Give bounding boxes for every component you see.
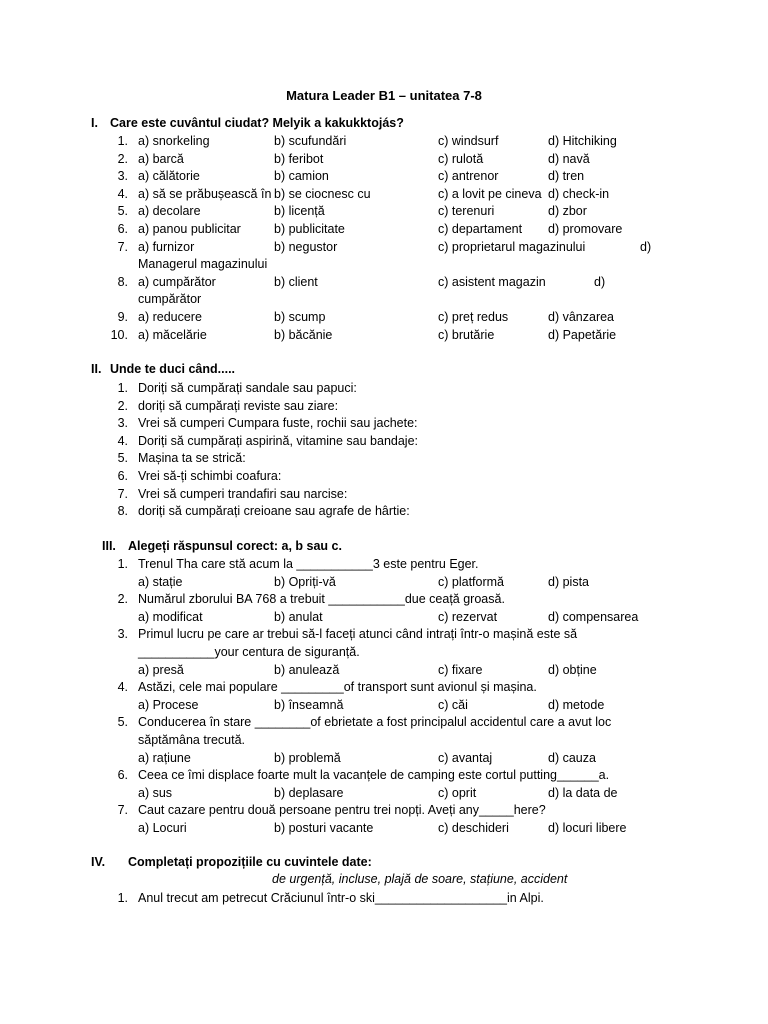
item-number: 7. [117,239,128,254]
item-number: 1. [117,891,128,905]
option-a: a) Procese [138,697,199,712]
option-b: b) scufundări [274,134,347,148]
odd-word-row [0,239,768,257]
item-number: 6. [117,222,128,236]
option-d: d) pista [548,574,589,589]
question-text: Mașina ta se strică: [138,451,246,466]
question-text: Caut cazare pentru două persoane pentru trei nopți. Aveți any_____here? [138,803,546,818]
section-3-heading [102,539,342,553]
option-d: d) obține [548,662,597,677]
option-d: d) promovare [548,222,623,236]
option-b: b) licență [274,204,325,219]
odd-word-row [0,151,768,169]
option-d: d) compensarea [548,609,639,624]
page-title: Matura Leader B1 – unitatea 7-8 [286,88,482,103]
option-c: c) asistent magazin [438,274,546,289]
option-a: a) snorkeling [138,134,210,148]
section-2-heading [91,362,236,376]
option-c: c) departament [438,222,523,236]
option-c: c) terenuri [438,204,495,219]
item-number: 5. [117,451,128,466]
question-text: ___________your centura de siguranță. [138,645,360,659]
option-a: a) furnizor [138,239,195,254]
option-a: a) modificat [138,609,203,624]
question-text: Numărul zborului BA 768 a trebuit ___________due ceață groasă. [138,592,505,607]
option-d: d) vânzarea [548,310,615,324]
item-number: 2. [117,592,128,607]
item-number: 6. [117,469,128,483]
option-a: a) stație [138,574,183,589]
option-a: a) presă [138,662,184,677]
answer-options-row [0,750,768,768]
option-d: d) zbor [548,204,587,219]
option-c: c) antrenor [438,169,499,184]
option-b: b) negustor [274,239,338,254]
answer-options-row [0,697,768,715]
option-d: d) cauza [548,750,596,765]
option-c: c) fixare [438,662,483,677]
option-a: a) să se prăbușească în [138,186,272,201]
option-b: b) publicitate [274,222,345,236]
section-1-number: I. [91,116,98,130]
odd-word-row [0,186,768,204]
option-b: b) feribot [274,151,324,166]
answer-options-row [0,609,768,627]
option-a: a) sus [138,785,173,800]
word-list: de urgență, incluse, plajă de soare, stațiune, accident [272,872,568,886]
section-4-number: IV. [91,855,106,869]
option-c: c) windsurf [438,134,499,148]
section-2-number: II. [91,362,102,376]
option-a: a) panou publicitar [138,222,241,236]
option-c: c) deschideri [438,821,509,835]
item-number: 6. [117,768,128,783]
option-d: d) locuri libere [548,821,627,835]
answer-options-row [0,574,768,592]
option-d: d) Papetărie [548,327,617,342]
question-text: doriți să cumpărați reviste sau ziare: [138,398,339,413]
option-b: b) client [274,274,318,289]
section-4-heading [91,855,372,869]
question-text: Ceea ce îmi displace foarte mult la vacanțele de camping este cortul putting______a. [138,768,610,783]
option-a: a) călătorie [138,169,200,184]
item-number: 1. [117,381,128,395]
option-c: c) oprit [438,785,477,800]
option-c: c) căi [438,697,468,712]
question-text: Doriți să cumpărați aspirină, vitamine sau bandaje: [138,433,418,448]
odd-word-row [0,309,768,327]
option-b: b) se ciocnesc cu [274,186,371,201]
option-c: c) preț redus [438,310,509,324]
option-b: b) problemă [274,750,341,765]
option-d: d) [594,274,606,289]
item-number: 4. [117,433,128,448]
odd-word-row [0,168,768,186]
question-text: Conducerea în stare ________of ebrietate a fost principalul accidentul care a avut loc [138,715,612,730]
option-b: b) anulat [274,609,323,624]
item-number: 7. [117,486,128,501]
odd-word-row [0,274,768,292]
option-c: c) rezervat [438,609,498,624]
option-a: a) rațiune [138,750,191,765]
question-text: Vrei să cumperi Cumpara fuste, rochii sau jachete: [138,416,418,431]
question-text: Vrei să-ți schimbi coafura: [138,469,282,483]
question-text: Doriți să cumpărați sandale sau papuci: [138,381,357,395]
option-a: a) decolare [138,204,201,219]
option-c: c) rulotă [438,151,484,166]
answer-options-row [0,662,768,680]
option-d-continued: cumpărător [138,292,202,307]
option-d: d) [640,239,652,254]
option-d: d) la data de [548,785,618,800]
option-b: b) anulează [274,662,340,677]
option-a: a) reducere [138,310,202,324]
option-d: d) tren [548,169,585,184]
item-number: 1. [117,134,128,148]
sentence-text: Anul trecut am petrecut Crăciunul într-o ski___________________in Alpi. [138,891,544,905]
option-b: b) posturi vacante [274,821,374,835]
question-text: doriți să cumpărați creioane sau agrafe de hârtie: [138,504,410,519]
option-a: a) barcă [138,151,184,166]
item-number: 3. [117,169,128,184]
item-number: 2. [117,398,128,413]
section-1-title: Care este cuvântul ciudat? Melyik a kakukktojás? [110,116,404,130]
section-4-title: Completați propozițiile cu cuvintele date: [128,855,372,869]
item-number: 8. [117,504,128,519]
option-b: b) băcănie [274,327,333,342]
option-b: b) scump [274,310,326,324]
question-text: săptămâna trecută. [138,733,246,747]
option-c: c) avantaj [438,750,493,765]
option-d-continued: Managerul magazinului [138,257,268,272]
option-d: d) metode [548,697,605,712]
option-c: c) a lovit pe cineva [438,186,542,201]
item-number: 2. [117,151,128,166]
item-number: 9. [117,310,128,324]
odd-word-row [0,203,768,221]
option-d: d) Hitchiking [548,134,617,148]
question-text: Astăzi, cele mai populare _________of transport sunt avionul și mașina. [138,680,537,695]
option-c: c) platformă [438,574,504,589]
answer-options-row [0,820,768,838]
odd-word-row [0,221,768,239]
question-text: Primul lucru pe care ar trebui să-l faceți atunci când intrați într-o mașină este să [138,627,578,642]
section-3-number: III. [102,539,116,553]
item-number: 5. [117,204,128,219]
item-number: 4. [117,186,128,201]
question-text: Trenul Tha care stă acum la ___________3 este pentru Eger. [138,557,479,571]
item-number: 3. [117,627,128,642]
question-text: Vrei să cumperi trandafiri sau narcise: [138,486,348,501]
item-number: 10. [110,327,128,342]
option-c: c) brutărie [438,327,495,342]
odd-word-row [0,133,768,151]
item-number: 7. [117,803,128,818]
section-3-title: Alegeți răspunsul corect: a, b sau c. [128,539,342,553]
odd-word-row [0,327,768,345]
section-1-heading [91,116,404,130]
option-b: b) deplasare [274,785,344,800]
item-number: 5. [117,715,128,730]
option-d: d) navă [548,151,590,166]
option-c: c) proprietarul magazinului [438,239,586,254]
option-b: b) înseamnă [274,697,344,712]
item-number: 8. [117,274,128,289]
option-a: a) măcelărie [138,327,207,342]
option-a: a) Locuri [138,821,187,835]
option-a: a) cumpărător [138,274,216,289]
option-d: d) check-in [548,186,610,201]
answer-options-row [0,785,768,803]
item-number: 3. [117,416,128,431]
item-number: 4. [117,680,128,695]
section-2-title: Unde te duci când..... [110,362,236,376]
option-b: b) camion [274,169,329,184]
option-b: b) Opriți-vă [274,574,336,589]
item-number: 1. [117,557,128,571]
